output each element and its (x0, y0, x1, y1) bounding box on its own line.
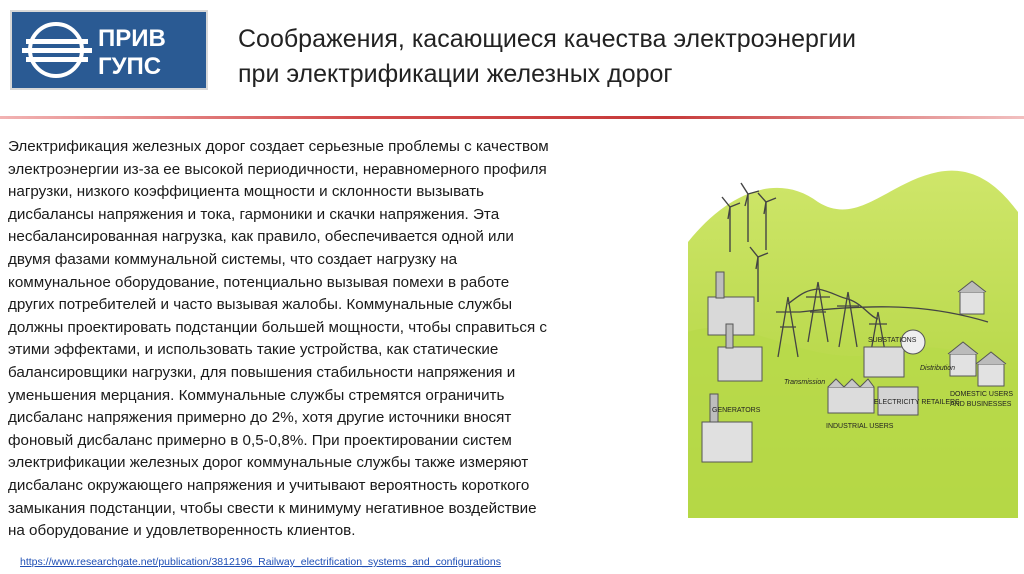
industrial-users (828, 379, 874, 413)
label-generators: GENERATORS (712, 407, 761, 414)
label-distribution: Distribution (920, 365, 956, 372)
label-domestic-users: DOMESTIC USERS (950, 391, 1014, 398)
logo-text-line1: ПРИВ (98, 25, 166, 52)
label-and-businesses: AND BUSINESSES (950, 401, 1012, 408)
label-electricity-retailers: ELECTRICITY RETAILERS (874, 399, 960, 406)
label-transmission: Transmission (784, 379, 826, 386)
page-title: Соображения, касающиеся качества электроэнергии при электрификации железных дорог (238, 25, 856, 88)
label-industrial-users: INDUSTRIAL USERS (826, 423, 894, 430)
title-divider (0, 116, 1024, 119)
label-substations: SUBSTATIONS (868, 337, 917, 344)
logo (10, 10, 208, 90)
power-grid-illustration (688, 132, 1018, 518)
source-link[interactable]: https://www.researchgate.net/publication/3812196_Railway_electrification_systems_and_configurations (20, 556, 501, 568)
logo-text-line2: ГУПС (98, 53, 162, 80)
logo-emblem (12, 12, 206, 88)
body-paragraph: Электрификация железных дорог создает серьезные проблемы с качеством электроэнергии из-за ее высокой периодичности, неравномерного профиля нагрузки, низкого коэффициента мощности и склонности вызывать дисбалансы напряжения и тока, гармоники и скачки напряжения. Эта несбалансированная нагрузка, как правило, обеспечивается одной или двумя фазами коммунальной системы, что создает нагрузку на коммунальное оборудование, потенциально вызывая помехи в работе других потребителей и часто вызывая жалобы. Коммунальные службы должны проектировать подстанции большей мощности, чтобы справиться с этими эффектами, и использовать такие устройства, как статические балансировщики нагрузки, для повышения стабильности напряжения и уменьшения мерцания. Коммунальные службы стремятся ограничить дисбаланс напряжения примерно до 2%, хотя другие источники вносят фоновый дисбаланс примерно в 0,5-0,8%. При проектировании систем электрификации железных дорог коммунальные службы также измеряют дисбаланс окружающего напряжения и учитывают вероятность короткого замыкания подстанции, чтобы свести к минимуму негативное воздействие на оборудование и удовлетворенность клиентов. (8, 138, 549, 540)
